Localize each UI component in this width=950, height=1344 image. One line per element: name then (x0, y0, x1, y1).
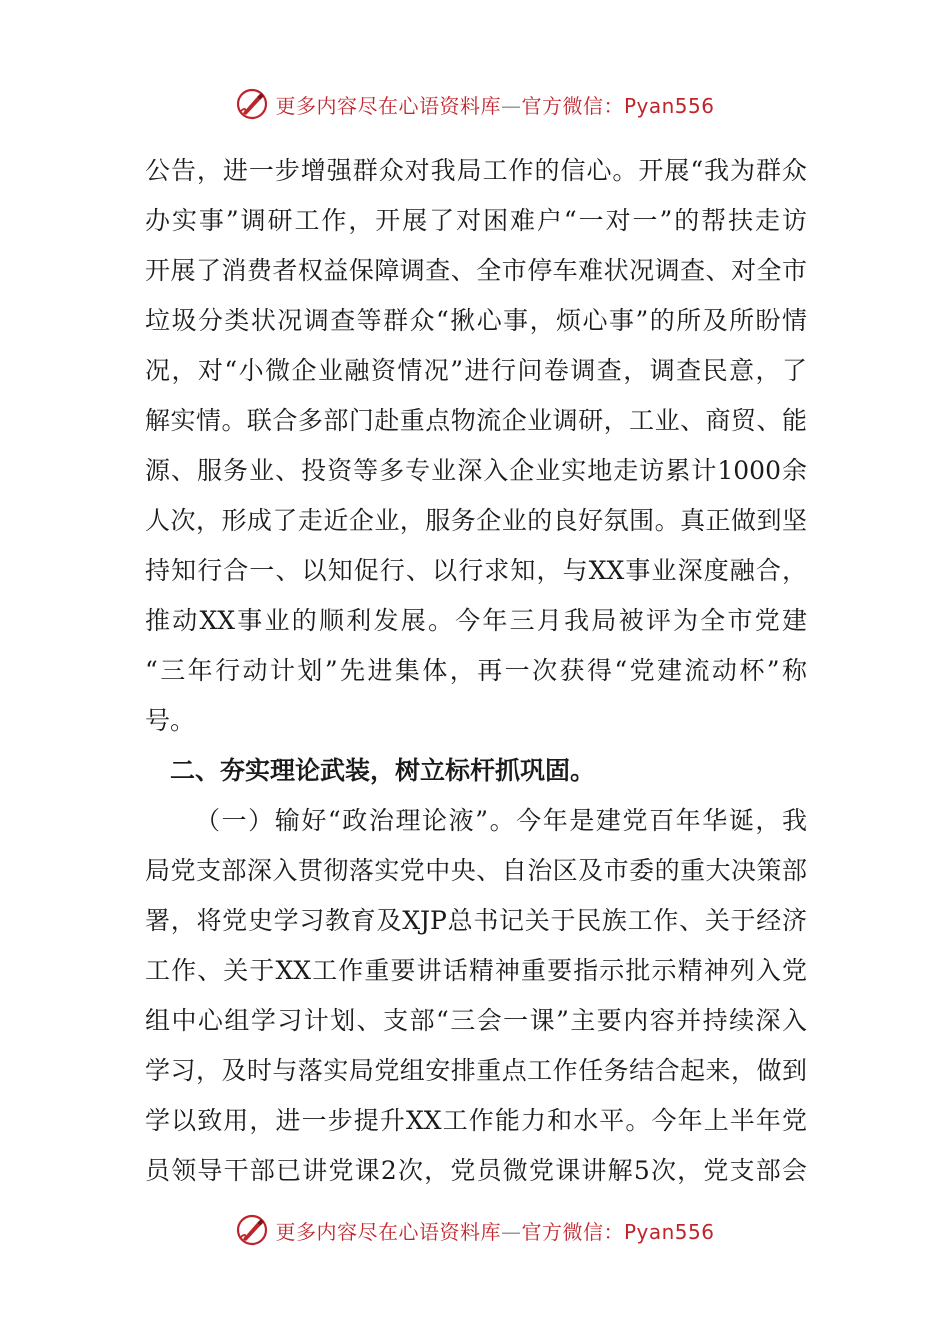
footer-banner (0, 1208, 950, 1252)
text-line: 开展了消费者权益保障调查、全市停车难状况调查、对全市 (145, 256, 807, 285)
text-line: 署，将党史学习教育及XJP总书记关于民族工作、关于经济 (145, 906, 807, 935)
text-line: 持知行合一、以知促行、以行求知，与XX事业深度融合， (145, 556, 807, 585)
text-line: 推动XX事业的顺利发展。今年三月我局被评为全市党建 (145, 606, 807, 635)
banner-wechat: 官方微信：Pyan556 (521, 1219, 715, 1244)
pen-circle-logo-icon (235, 87, 269, 121)
text-line: 号。 (145, 706, 196, 735)
banner-dash: — (500, 93, 522, 118)
text-line: 解实情。联合多部门赴重点物流企业调研，工业、商贸、能 (145, 406, 807, 435)
text-line: 源、服务业、投资等多专业深入企业实地走访累计1000余 (145, 456, 807, 485)
text-line: 学习，及时与落实局党组安排重点工作任务结合起来，做到 (145, 1056, 807, 1085)
banner-wechat: 官方微信：Pyan556 (521, 93, 715, 118)
banner-site-name: 更多内容尽在心语资料库 (275, 1219, 501, 1244)
text-line: “三年行动计划”先进集体，再一次获得“党建流动杯”称 (145, 656, 807, 685)
banner-text (275, 90, 714, 119)
text-line: 组中心组学习计划、支部“三会一课”主要内容并持续深入 (145, 1006, 807, 1035)
text-line: 况，对“小微企业融资情况”进行问卷调查，调查民意，了 (145, 356, 807, 385)
text-line: （一）输好“政治理论液”。今年是建党百年华诞，我 (195, 806, 807, 835)
text-line: 员领导干部已讲党课2次，党员微党课讲解5次，党支部会 (145, 1156, 807, 1185)
text-line: 人次，形成了走近企业，服务企业的良好氛围。真正做到坚 (145, 506, 807, 535)
paragraph-2 (145, 796, 807, 1196)
banner-site-name: 更多内容尽在心语资料库 (275, 93, 501, 118)
text-line: 工作、关于XX工作重要讲话精神重要指示批示精神列入党 (145, 956, 807, 985)
banner-text (275, 1216, 714, 1245)
text-line: 公告，进一步增强群众对我局工作的信心。开展“我为群众 (145, 156, 807, 185)
section-heading: 二、夯实理论武装，树立标杆抓巩固。 (170, 756, 596, 785)
text-line: 局党支部深入贯彻落实党中央、自治区及市委的重大决策部 (145, 856, 807, 885)
pen-circle-logo-icon (235, 1213, 269, 1247)
document-body (145, 146, 807, 1196)
text-line: 学以致用，进一步提升XX工作能力和水平。今年上半年党 (145, 1106, 807, 1135)
text-line: 垃圾分类状况调查等群众“揪心事，烦心事”的所及所盼情 (145, 306, 807, 335)
text-line: 办实事”调研工作，开展了对困难户“一对一”的帮扶走访 (145, 206, 807, 235)
header-banner (0, 82, 950, 126)
banner-dash: — (500, 1219, 522, 1244)
paragraph-1 (145, 146, 807, 746)
